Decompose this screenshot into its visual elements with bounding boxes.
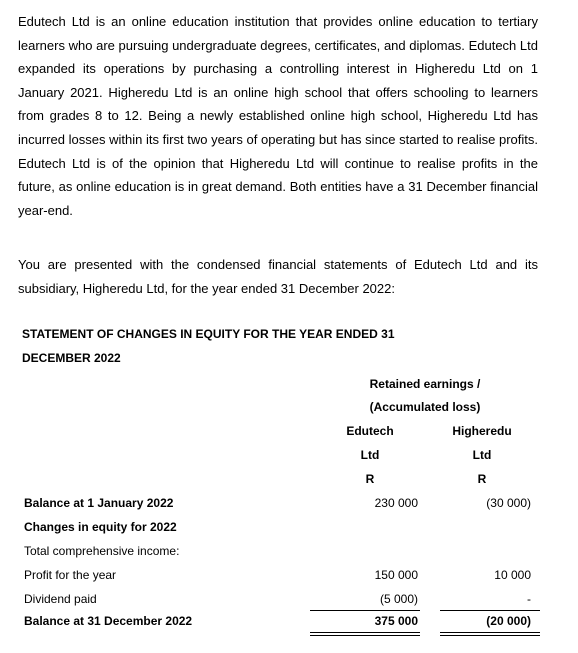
total-rule-edutech-2 xyxy=(310,635,420,636)
edutech-currency-label: R xyxy=(365,472,375,486)
statement-title-line1: STATEMENT OF CHANGES IN EQUITY FOR THE YEAR ENDED 31 xyxy=(22,327,395,341)
edutech-column-header-line1: Edutech xyxy=(346,424,394,438)
total-rule-higheredu-2 xyxy=(440,635,540,636)
row-label: Balance at 31 December 2022 xyxy=(24,614,193,628)
row-label: Total comprehensive income: xyxy=(24,544,180,558)
total-rule-edutech-1 xyxy=(310,632,420,633)
higheredu-column-header-line2: Ltd xyxy=(472,448,492,462)
statement-title-line2: DECEMBER 2022 xyxy=(22,351,121,365)
column-group-header-line2: (Accumulated loss) xyxy=(369,400,481,414)
row-label: Balance at 1 January 2022 xyxy=(24,496,174,510)
edutech-value: 230 000 xyxy=(374,496,418,510)
column-group-header-line1: Retained earnings / xyxy=(369,377,481,391)
higheredu-value: 10 000 xyxy=(494,568,531,582)
row-label: Dividend paid xyxy=(24,592,97,606)
edutech-value: (5 000) xyxy=(379,592,418,606)
higheredu-column-header-line1: Higheredu xyxy=(452,424,512,438)
edutech-value: 150 000 xyxy=(374,568,418,582)
total-rule-higheredu-1 xyxy=(440,632,540,633)
row-label: Profit for the year xyxy=(24,568,117,582)
higheredu-value: - xyxy=(527,592,531,606)
higheredu-value: (30 000) xyxy=(486,496,531,510)
edutech-column-header-line2: Ltd xyxy=(360,448,380,462)
intro-paragraph: Edutech Ltd is an online education institution that provides online education to tertiary learners who are pursuing undergraduate degrees, certificates, and diplomas. Edutech Ltd expanded its operations by purchasing a controlling interest in Higheredu Ltd on 1 January 2021. Higheredu Ltd is an online high school that offers schooling to learners from grades 8 to 12. Being a newly established online high school, Higheredu Ltd has incurred losses within its first two years of operating but has since started to realise profits. Edutech Ltd is of the opinion that Higheredu Ltd will continue to realise profits in the future, as online education is in great demand. Both entities have a 31 December financial year-end. xyxy=(18,14,538,218)
higheredu-currency-label: R xyxy=(477,472,487,486)
subtotal-rule-higheredu xyxy=(440,610,540,611)
statements-intro-paragraph: You are presented with the condensed financial statements of Edutech Ltd and its subsidiary, Higheredu Ltd, for the year ended 31 December 2022: xyxy=(18,257,538,296)
edutech-value: 375 000 xyxy=(374,614,418,628)
row-label: Changes in equity for 2022 xyxy=(24,520,177,534)
subtotal-rule-edutech xyxy=(310,610,420,611)
higheredu-value: (20 000) xyxy=(486,614,531,628)
